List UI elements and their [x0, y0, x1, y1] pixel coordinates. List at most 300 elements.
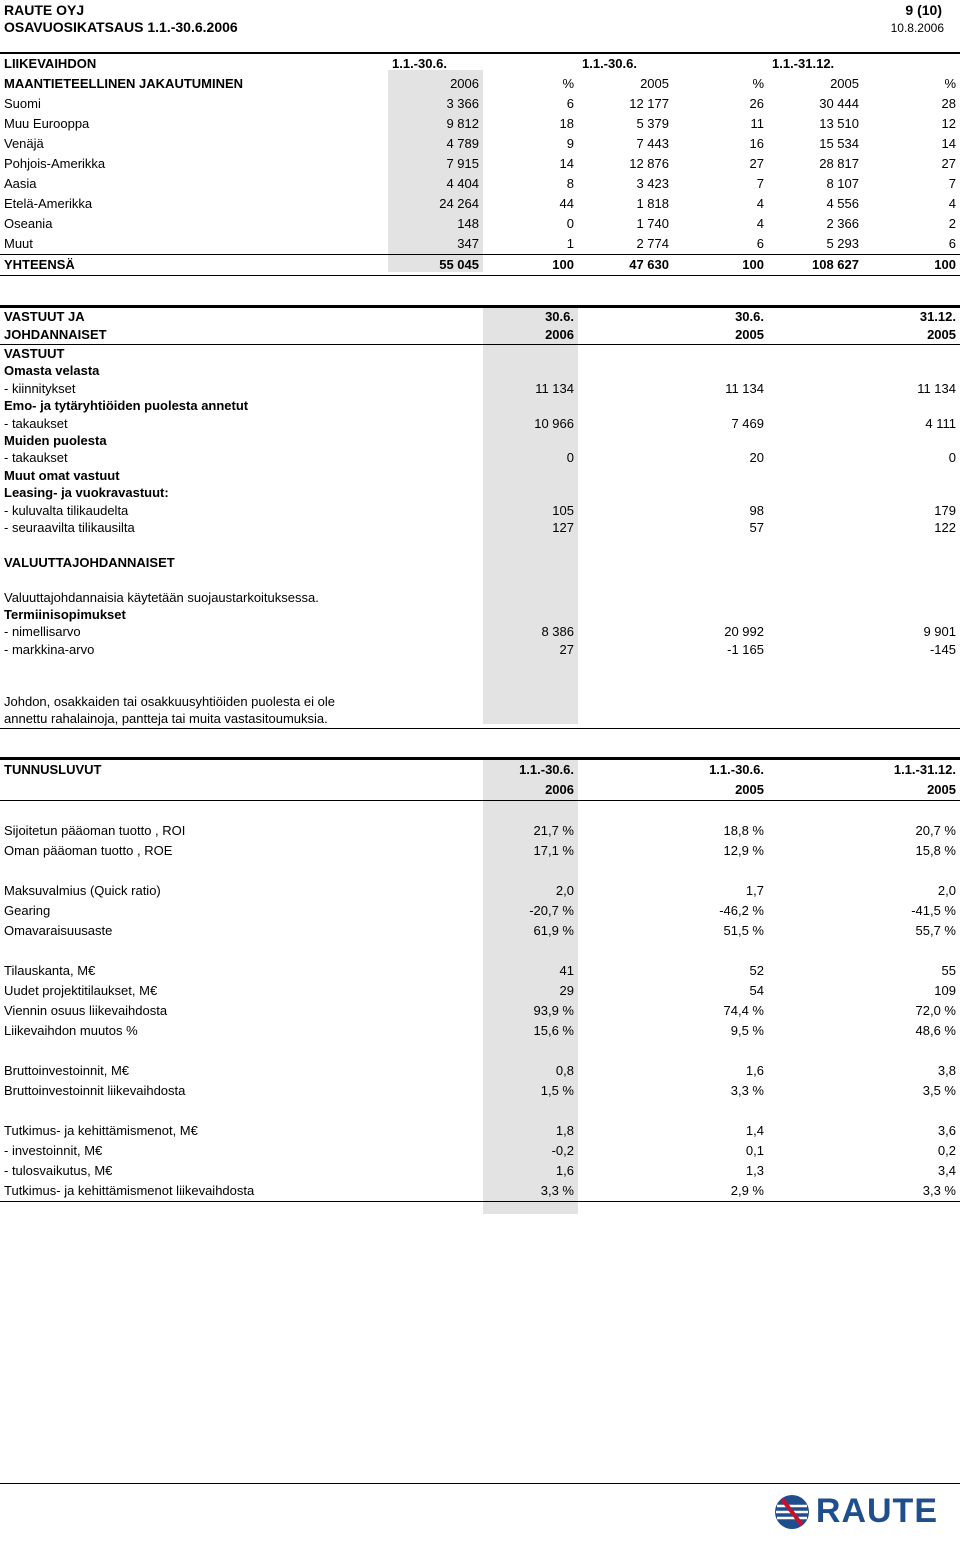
spacer-row — [0, 861, 960, 881]
spacer-cell — [0, 1041, 483, 1061]
table-row — [0, 484, 960, 501]
col-head: 2005 — [768, 780, 960, 801]
row-value — [578, 606, 768, 623]
row-value: 9 — [566, 136, 574, 151]
table-row — [0, 1181, 960, 1202]
col-head: 1.1.-30.6. — [519, 762, 574, 777]
row-label: Suomi — [4, 96, 41, 111]
row-value: 11 — [750, 116, 764, 131]
row-value: 7 — [948, 176, 956, 191]
row-label: Valuuttajohdannaisia käytetään suojaustarkoituksessa. — [4, 589, 319, 605]
spacer-row — [0, 1101, 960, 1121]
spacer-cell — [0, 861, 483, 881]
row-value: 2,0 — [937, 882, 956, 898]
row-value: 8 386 — [541, 624, 574, 640]
row-label: Emo- ja tytäryhtiöiden puolesta annetut — [4, 398, 249, 414]
row-value: 11 134 — [535, 380, 574, 396]
row-value: 9 812 — [446, 116, 479, 131]
row-value: 3,3 % — [768, 1181, 960, 1202]
spacer-cell — [768, 536, 960, 553]
page-number: 9 (10) — [905, 2, 942, 18]
spacer-row — [0, 1041, 960, 1061]
spacer-cell — [0, 801, 483, 821]
row-value: 1,6 — [745, 1062, 764, 1078]
row-label: Tutkimus- ja kehittämismenot, M€ — [4, 1122, 198, 1138]
col-head: % — [562, 76, 574, 91]
table-row — [0, 981, 960, 1001]
spacer-cell — [0, 941, 483, 961]
spacer-cell — [578, 536, 768, 553]
col-head: 1.1.-30.6. — [709, 762, 764, 777]
row-value: 14 — [559, 156, 574, 171]
spacer-row — [0, 676, 960, 693]
row-value: 20,7 % — [915, 822, 956, 838]
row-label: - seuraavilta tilikausilta — [4, 520, 135, 536]
table-row — [0, 415, 960, 432]
row-value: 3,6 — [937, 1122, 956, 1138]
row-value — [578, 467, 768, 484]
table-row — [0, 606, 960, 623]
row-value: 57 — [749, 520, 764, 536]
row-value: 109 — [934, 982, 956, 998]
row-value: 20 — [749, 450, 764, 466]
table-row — [0, 693, 960, 710]
row-value — [578, 345, 768, 363]
row-value: 3,5 % — [922, 1082, 956, 1098]
spacer-cell — [483, 1101, 578, 1121]
spacer-cell — [0, 676, 483, 693]
row-value: 2,9 % — [578, 1181, 768, 1202]
row-value: 74,4 % — [723, 1002, 764, 1018]
raute-logo — [774, 1492, 938, 1531]
spacer-cell — [768, 1101, 960, 1121]
row-label: Oman pääoman tuotto , ROE — [4, 842, 173, 858]
row-value: 6 — [948, 236, 956, 251]
row-label: Muut — [4, 236, 33, 251]
row-value: 12 876 — [629, 156, 669, 171]
row-value: 11 134 — [917, 380, 956, 396]
row-value: 1 740 — [636, 216, 669, 231]
row-label: Muiden puolesta — [4, 433, 107, 449]
row-label: - takaukset — [4, 450, 68, 466]
spacer-row — [0, 658, 960, 675]
row-value: 27 — [559, 641, 574, 657]
row-value: 7 915 — [446, 156, 479, 171]
spacer-cell — [0, 571, 483, 588]
spacer-row — [0, 801, 960, 821]
col-head: 2005 — [578, 780, 768, 801]
row-label: - nimellisarvo — [4, 624, 81, 640]
spacer-cell — [768, 571, 960, 588]
commitments-title-2: JOHDANNAISET — [0, 326, 483, 345]
spacer-cell — [578, 658, 768, 675]
col-head: 2005 — [768, 326, 960, 345]
row-value — [768, 554, 960, 571]
row-label: Johdon, osakkaiden tai osakkuusyhtiöiden puolesta ei ole — [4, 694, 336, 710]
total-value: 47 630 — [578, 255, 673, 276]
row-value: 93,9 % — [533, 1002, 574, 1018]
row-value — [578, 693, 768, 710]
row-value: 4 111 — [925, 415, 956, 431]
row-value: 27 — [749, 156, 764, 171]
row-value: 179 — [934, 502, 956, 518]
row-label: Etelä-Amerikka — [4, 196, 93, 211]
spacer-cell — [0, 536, 483, 553]
row-value: 3,3 % — [730, 1082, 764, 1098]
spacer-cell — [578, 676, 768, 693]
row-value: 4 — [948, 196, 956, 211]
total-label: YHTEENSÄ — [0, 255, 388, 276]
spacer-cell — [768, 676, 960, 693]
spacer-cell — [768, 801, 960, 821]
row-value: 127 — [552, 520, 574, 536]
row-value: -0,2 — [551, 1142, 574, 1158]
row-label: VALUUTTAJOHDANNAISET — [4, 554, 175, 570]
row-label: - tulosvaikutus, M€ — [4, 1162, 113, 1178]
col-head: % — [944, 76, 956, 91]
row-value: 4 — [756, 216, 764, 231]
table-row — [0, 1121, 960, 1141]
spacer-cell — [483, 676, 578, 693]
row-value: 2 — [948, 216, 956, 231]
table-row — [0, 134, 960, 154]
row-value — [483, 589, 578, 606]
row-value: 1,6 — [555, 1162, 574, 1178]
row-value: 15,6 % — [533, 1022, 574, 1038]
row-value: 52 — [749, 962, 764, 978]
row-value: 7 — [756, 176, 764, 191]
table-row — [0, 234, 960, 255]
row-value: 6 — [566, 96, 574, 111]
row-value: 5 293 — [826, 236, 859, 251]
ratios-title: TUNNUSLUVUT — [4, 762, 102, 777]
commitments-title-1: VASTUUT JA — [0, 307, 483, 327]
row-value: 16 — [749, 136, 764, 151]
table-row — [0, 214, 960, 234]
spacer-cell — [578, 801, 768, 821]
row-value: 15 534 — [819, 136, 859, 151]
table-row — [0, 1021, 960, 1041]
row-label: - kuluvalta tilikaudelta — [4, 502, 129, 518]
spacer-cell — [768, 941, 960, 961]
row-label: Omavaraisuusaste — [4, 922, 113, 938]
row-value: 3 366 — [446, 96, 479, 111]
row-label: Gearing — [4, 902, 51, 918]
row-value: 2 774 — [636, 236, 669, 251]
col-head: 31.12. — [768, 307, 960, 327]
row-label: Termiinisopimukset — [4, 607, 126, 623]
row-value: 48,6 % — [915, 1022, 956, 1038]
spacer-cell — [768, 861, 960, 881]
total-value: 100 — [863, 255, 960, 276]
row-value — [578, 589, 768, 606]
row-label: Viennin osuus liikevaihdosta — [4, 1002, 168, 1018]
col-head: 30.6. — [578, 307, 768, 327]
col-head: 2006 — [450, 76, 479, 91]
row-value: 7 469 — [731, 415, 764, 431]
spacer-cell — [578, 941, 768, 961]
row-value — [768, 345, 960, 363]
report-title: OSAVUOSIKATSAUS 1.1.-30.6.2006 — [4, 19, 238, 35]
row-value — [768, 589, 960, 606]
spacer-cell — [483, 1041, 578, 1061]
spacer-cell — [483, 658, 578, 675]
spacer-cell — [578, 1041, 768, 1061]
row-value: -20,7 % — [529, 902, 574, 918]
row-value: 1,5 % — [540, 1082, 574, 1098]
row-label: Omasta velasta — [4, 363, 100, 379]
row-value: 11 134 — [725, 380, 764, 396]
spacer-cell — [0, 1101, 483, 1121]
table-row — [0, 589, 960, 606]
row-label: - takaukset — [4, 415, 68, 431]
row-value — [483, 710, 578, 728]
row-value: 3,8 — [937, 1062, 956, 1078]
row-value: 21,7 % — [533, 822, 574, 838]
table-row — [0, 1061, 960, 1081]
col-head: 2006 — [483, 780, 578, 801]
col-head — [863, 54, 960, 74]
row-value: 30 444 — [819, 96, 859, 111]
row-value: 29 — [559, 982, 574, 998]
footer-divider — [0, 1483, 960, 1484]
row-value — [578, 362, 768, 379]
raute-globe-icon — [774, 1494, 810, 1530]
row-value: 3 423 — [636, 176, 669, 191]
row-value: -46,2 % — [719, 902, 764, 918]
table-row — [0, 519, 960, 536]
row-value: 55,7 % — [915, 922, 956, 938]
row-value: 4 556 — [826, 196, 859, 211]
row-value: 1 — [566, 236, 574, 251]
table-row — [0, 1141, 960, 1161]
total-value: 55 045 — [388, 255, 483, 276]
table-row — [0, 1161, 960, 1181]
row-label: Venäjä — [4, 136, 44, 151]
spacer-cell — [578, 861, 768, 881]
row-value: 54 — [749, 982, 764, 998]
spacer-cell — [483, 861, 578, 881]
row-value: 15,8 % — [915, 842, 956, 858]
row-value: 105 — [552, 502, 574, 518]
row-label: Liikevaihdon muutos % — [4, 1022, 138, 1038]
row-label: Muut omat vastuut — [4, 467, 120, 483]
col-head: 2005 — [640, 76, 669, 91]
row-value: 5 379 — [636, 116, 669, 131]
col-head: 2006 — [483, 326, 578, 345]
row-value — [768, 484, 960, 501]
row-value: 24 264 — [439, 196, 479, 211]
row-value: 1 818 — [636, 196, 669, 211]
table-row — [0, 881, 960, 901]
row-value: 41 — [559, 962, 574, 978]
row-value: 98 — [749, 502, 764, 518]
table-row — [0, 345, 960, 363]
spacer-row — [0, 536, 960, 553]
table-row — [0, 641, 960, 658]
row-value — [578, 710, 768, 728]
table-row — [0, 154, 960, 174]
row-value: 1,3 — [745, 1162, 764, 1178]
row-value: 0 — [566, 450, 574, 466]
row-value — [768, 362, 960, 379]
spacer-cell — [483, 536, 578, 553]
row-label: Leasing- ja vuokravastuut: — [4, 485, 169, 501]
row-label: Bruttoinvestoinnit liikevaihdosta — [4, 1082, 186, 1098]
row-value: 122 — [934, 520, 956, 536]
revenue-title-1: LIIKEVAIHDON — [4, 56, 97, 71]
col-head: 1.1.-30.6. — [392, 56, 447, 71]
row-value — [483, 397, 578, 414]
row-value: 3,4 — [937, 1162, 956, 1178]
total-value: 108 627 — [768, 255, 863, 276]
table-row — [0, 554, 960, 571]
row-value: 44 — [559, 196, 574, 211]
row-label: annettu rahalainoja, pantteja tai muita vastasitoumuksia. — [0, 710, 483, 728]
row-value: 0 — [948, 450, 956, 466]
col-head — [483, 54, 578, 74]
spacer-cell — [768, 1041, 960, 1061]
total-value: 100 — [483, 255, 578, 276]
row-value: 20 992 — [724, 624, 764, 640]
company-name: RAUTE OYJ — [4, 2, 85, 18]
row-label: - investoinnit, M€ — [4, 1142, 103, 1158]
spacer-cell — [483, 801, 578, 821]
row-label: Bruttoinvestoinnit, M€ — [4, 1062, 130, 1078]
col-head: 1.1.-31.12. — [772, 56, 835, 71]
row-value: 0,8 — [555, 1062, 574, 1078]
revenue-title-2: MAANTIETEELLINEN JAKAUTUMINEN — [4, 76, 244, 91]
row-value: 10 966 — [534, 415, 574, 431]
table-row — [0, 841, 960, 861]
row-label: Aasia — [4, 176, 37, 191]
row-label: Muu Eurooppa — [4, 116, 90, 131]
row-label: VASTUUT — [4, 346, 65, 361]
row-value: 28 817 — [819, 156, 859, 171]
row-value: 1,7 — [745, 882, 764, 898]
row-value: 6 — [756, 236, 764, 251]
row-value: 9 901 — [923, 624, 956, 640]
row-value — [483, 362, 578, 379]
row-label: - markkina-arvo — [4, 641, 95, 657]
row-value: 9,5 % — [730, 1022, 764, 1038]
row-value: -41,5 % — [911, 902, 956, 918]
col-head — [673, 54, 768, 74]
logo-text: RAUTE — [815, 1492, 938, 1530]
row-value: 4 404 — [446, 176, 479, 191]
table-row — [0, 380, 960, 397]
ratios-title-blank — [0, 780, 483, 801]
row-value: 0 — [566, 216, 574, 231]
table-row — [0, 623, 960, 640]
row-value: 27 — [941, 156, 956, 171]
col-head: 2005 — [578, 326, 768, 345]
row-value — [768, 467, 960, 484]
row-value: 3,3 % — [483, 1181, 578, 1202]
row-value: 12 177 — [629, 96, 669, 111]
row-value: 12 — [941, 116, 956, 131]
row-value: 2,0 — [555, 882, 574, 898]
row-value: 12,9 % — [723, 842, 764, 858]
row-value — [768, 693, 960, 710]
table-row — [0, 432, 960, 449]
row-value: 26 — [749, 96, 764, 111]
row-value: 2 366 — [826, 216, 859, 231]
row-value — [578, 397, 768, 414]
table-row — [0, 821, 960, 841]
row-label: Tutkimus- ja kehittämismenot liikevaihdosta — [0, 1181, 483, 1202]
spacer-cell — [578, 571, 768, 588]
row-value: 1,4 — [745, 1122, 764, 1138]
row-value: 14 — [941, 136, 956, 151]
col-head: 2005 — [830, 76, 859, 91]
row-value: 51,5 % — [723, 922, 764, 938]
spacer-row — [0, 571, 960, 588]
commitments-table — [0, 305, 960, 729]
spacer-cell — [578, 1101, 768, 1121]
spacer-cell — [483, 941, 578, 961]
row-value — [483, 345, 578, 363]
row-value: 28 — [941, 96, 956, 111]
spacer-cell — [768, 658, 960, 675]
table-row — [0, 194, 960, 214]
table-row — [0, 362, 960, 379]
row-value: 1,8 — [555, 1122, 574, 1138]
row-value: 61,9 % — [533, 922, 574, 938]
row-label: Oseania — [4, 216, 53, 231]
table-row — [0, 921, 960, 941]
row-value: 8 — [566, 176, 574, 191]
row-value: 13 510 — [819, 116, 859, 131]
table-row — [0, 397, 960, 414]
row-value — [768, 710, 960, 728]
row-value — [578, 554, 768, 571]
row-value: -1 165 — [727, 641, 764, 657]
row-label: Tilauskanta, M€ — [4, 962, 96, 978]
row-value: 18,8 % — [723, 822, 764, 838]
row-value: 17,1 % — [533, 842, 574, 858]
row-value: 148 — [457, 216, 479, 231]
row-value: 4 — [756, 196, 764, 211]
row-label: Uudet projektitilaukset, M€ — [4, 982, 158, 998]
col-head: 1.1.-31.12. — [893, 762, 956, 777]
total-value: 100 — [673, 255, 768, 276]
table-row — [0, 710, 960, 728]
table-row — [0, 1001, 960, 1021]
row-value — [483, 693, 578, 710]
revenue-table — [0, 54, 960, 276]
table-row — [0, 449, 960, 466]
table-row — [0, 901, 960, 921]
row-label: Sijoitetun pääoman tuotto , ROI — [4, 822, 186, 838]
table-row — [0, 94, 960, 114]
row-value — [483, 432, 578, 449]
table-row — [0, 1081, 960, 1101]
table-row — [0, 502, 960, 519]
row-value: 0,1 — [745, 1142, 764, 1158]
report-date: 10.8.2006 — [890, 21, 944, 35]
row-value — [483, 554, 578, 571]
col-head: 1.1.-30.6. — [582, 56, 637, 71]
ratios-table — [0, 760, 960, 1202]
row-value: 347 — [457, 236, 479, 251]
spacer-cell — [483, 571, 578, 588]
table-row — [0, 467, 960, 484]
row-value — [578, 484, 768, 501]
row-value — [483, 467, 578, 484]
row-value — [768, 606, 960, 623]
row-value: -145 — [929, 641, 956, 657]
